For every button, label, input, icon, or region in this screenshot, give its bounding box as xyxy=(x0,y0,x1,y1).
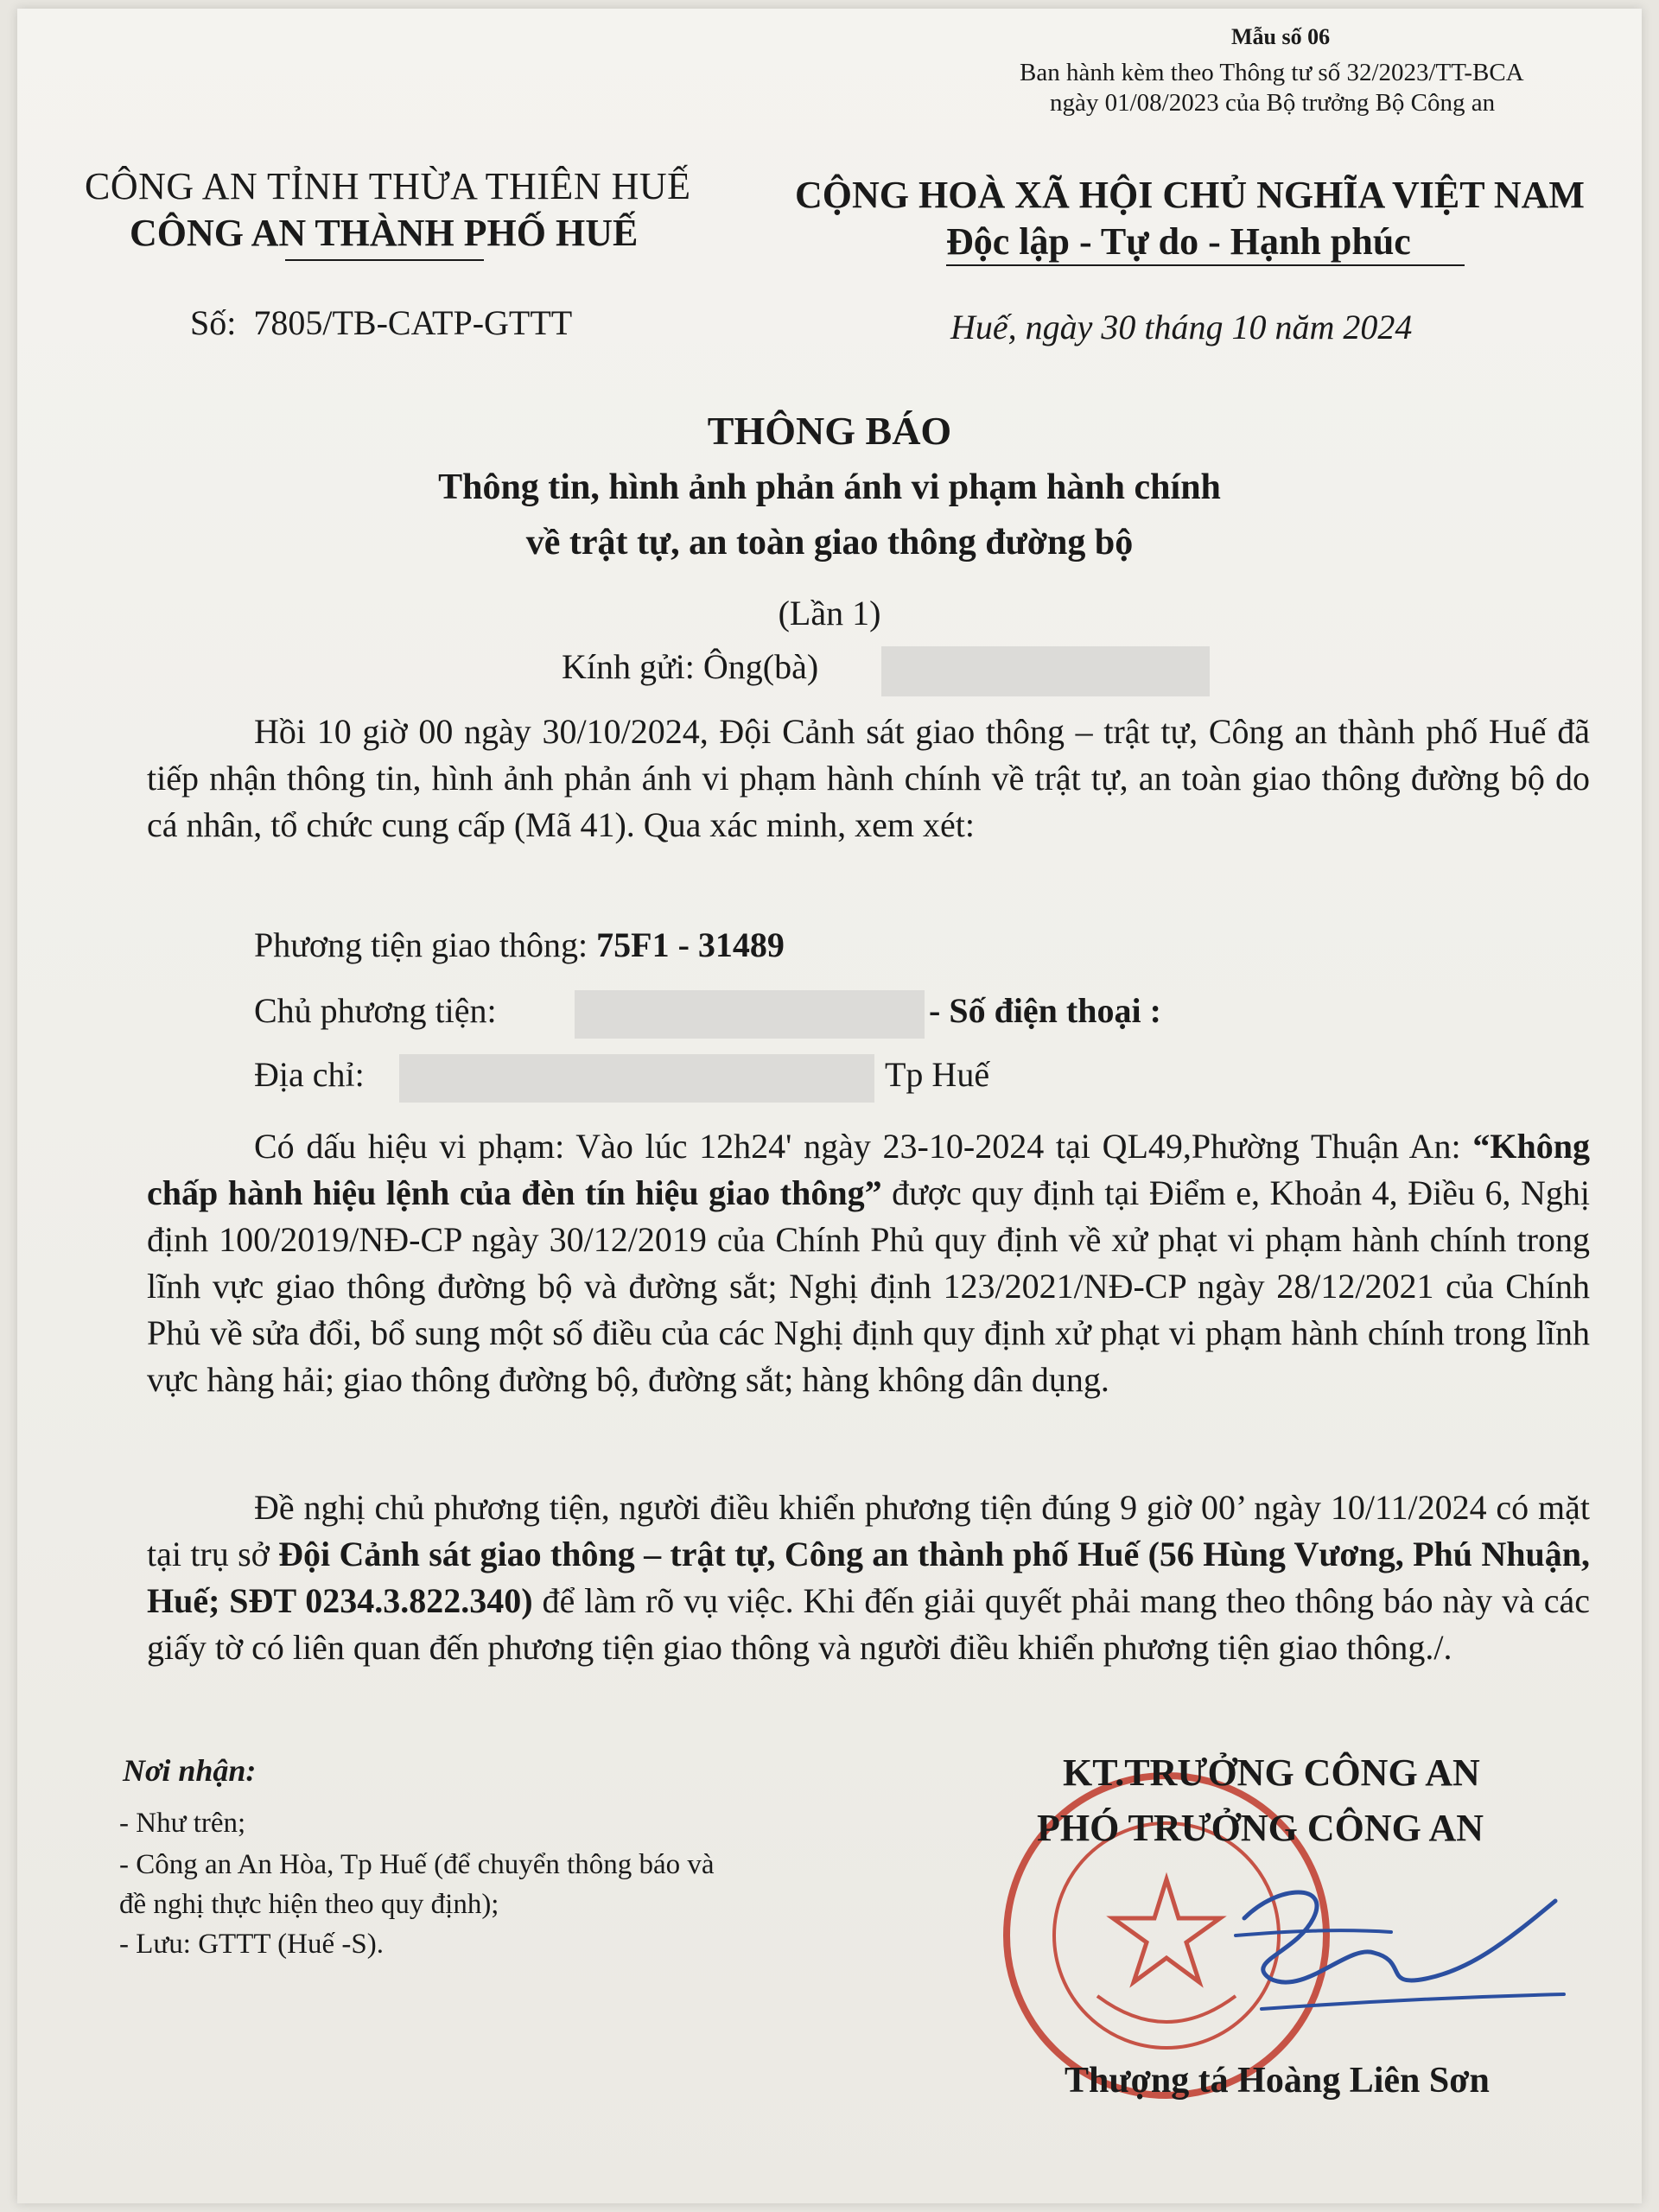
recipient-item: đề nghị thực hiện theo quy định); xyxy=(119,1889,499,1920)
recipient-item: - Như trên; xyxy=(119,1808,246,1839)
form-note-line1: Ban hành kèm theo Thông tư số 32/2023/TT-BCA xyxy=(1020,59,1524,86)
signature-title-2: PHÓ TRƯỞNG CÔNG AN xyxy=(1037,1807,1484,1849)
document-subtitle-2: về trật tự, an toàn giao thông đường bộ xyxy=(525,523,1134,563)
document-number-value: 7805/TB-CATP-GTTT xyxy=(253,303,573,342)
intro-text: Hồi 10 giờ 00 ngày 30/10/2024, Đội Cảnh sát giao thông – trật tự, Công an thành phố Huế đã tiếp nhận thông tin, hình ảnh phản ánh vi phạm hành chính về trật tự, an toàn giao thông đường bộ do cá nhân, tổ chức cung cấp (Mã 41). Qua xác minh, xem xét: xyxy=(147,712,1590,844)
vehicle-label: Phương tiện giao thông: xyxy=(254,925,588,964)
phone-label: - Số điện thoại : xyxy=(929,991,1161,1030)
form-number: Mẫu số 06 xyxy=(1231,24,1331,49)
signature-title-1: KT.TRƯỞNG CÔNG AN xyxy=(1063,1751,1480,1794)
agency-name: CÔNG AN THÀNH PHỐ HUẾ xyxy=(130,212,639,254)
intro-paragraph xyxy=(147,709,1590,849)
nation-title: CỘNG HOÀ XÃ HỘI CHỦ NGHĨA VIỆT NAM xyxy=(795,174,1585,216)
recipient-item: - Lưu: GTTT (Huế -S). xyxy=(119,1929,384,1960)
vehicle-line xyxy=(254,925,785,965)
agency-underline xyxy=(285,259,484,261)
address-label: Địa chỉ: xyxy=(254,1055,365,1094)
address-suffix: Tp Huế xyxy=(885,1055,990,1094)
redacted-recipient xyxy=(881,646,1210,696)
request-prefix: Đề nghị chủ phương tiện, người điều khiển phương tiện đúng 9 giờ 00’ ngày 10/11/2024 có mặt tại trụ sở xyxy=(147,1488,1590,1573)
document-number xyxy=(190,302,572,343)
violation-paragraph xyxy=(147,1123,1590,1403)
vehicle-plate: 75F1 - 31489 xyxy=(596,925,785,964)
owner-label: Chủ phương tiện: xyxy=(254,991,497,1030)
redacted-address xyxy=(399,1054,874,1103)
recipient-item: - Công an An Hòa, Tp Huế (để chuyển thông báo và xyxy=(119,1849,715,1880)
document-page xyxy=(17,9,1642,2203)
nation-motto: Độc lập - Tự do - Hạnh phúc xyxy=(946,220,1411,263)
request-paragraph xyxy=(147,1484,1590,1671)
notice-count: (Lần 1) xyxy=(778,594,881,632)
signer-name: Thượng tá Hoàng Liên Sơn xyxy=(1065,2061,1490,2101)
violation-rest: được quy định tại Điểm e, Khoản 4, Điều 6, Nghị định 100/2019/NĐ-CP ngày 30/12/2019 của Chính Phủ quy định về xử phạt vi phạm hành chính trong lĩnh vực giao thông đường bộ và đường sắt; Nghị định 123/2021/NĐ-CP ngày 28/12/2021 của Chính Phủ về sửa đổi, bổ sung một số điều của các Nghị định quy định xử phạt vi phạm hành chính trong lĩnh vực hàng hải; giao thông đường bộ, đường sắt; hàng không dân dụng. xyxy=(147,1173,1590,1399)
redacted-owner xyxy=(575,990,925,1039)
violation-prefix: Có dấu hiệu vi phạm: Vào lúc 12h24' ngày 23-10-2024 tại QL49,Phường Thuận An: xyxy=(254,1127,1473,1166)
handwritten-signature xyxy=(1210,1849,1573,2022)
motto-underline xyxy=(946,264,1465,266)
document-subtitle-1: Thông tin, hình ảnh phản ánh vi phạm hành chính xyxy=(438,467,1221,507)
document-title: THÔNG BÁO xyxy=(707,409,952,453)
request-place: Đội Cảnh sát giao thông – trật tự, Công an thành phố Huế (56 Hùng Vương, Phú Nhuận, Huế; SĐT 0234.3.822.340) xyxy=(147,1535,1590,1620)
seal-star-icon xyxy=(1113,1879,1220,1982)
issue-date: Huế, ngày 30 tháng 10 năm 2024 xyxy=(950,308,1413,346)
violation-quote: “Không chấp hành hiệu lệnh của đèn tín hiệu giao thông” xyxy=(147,1127,1590,1212)
agency-parent: CÔNG AN TỈNH THỪA THIÊN HUẾ xyxy=(85,165,691,207)
form-note-line2: ngày 01/08/2023 của Bộ trưởng Bộ Công an xyxy=(1050,89,1496,117)
recipients-heading: Nơi nhận: xyxy=(123,1753,257,1788)
request-rest: để làm rõ vụ việc. Khi đến giải quyết phải mang theo thông báo này và các giấy tờ có liên quan đến phương tiện giao thông và người điều khiển phương tiện giao thông./. xyxy=(147,1581,1591,1667)
document-number-label: Số: xyxy=(190,303,237,342)
greeting: Kính gửi: Ông(bà) xyxy=(562,647,819,686)
